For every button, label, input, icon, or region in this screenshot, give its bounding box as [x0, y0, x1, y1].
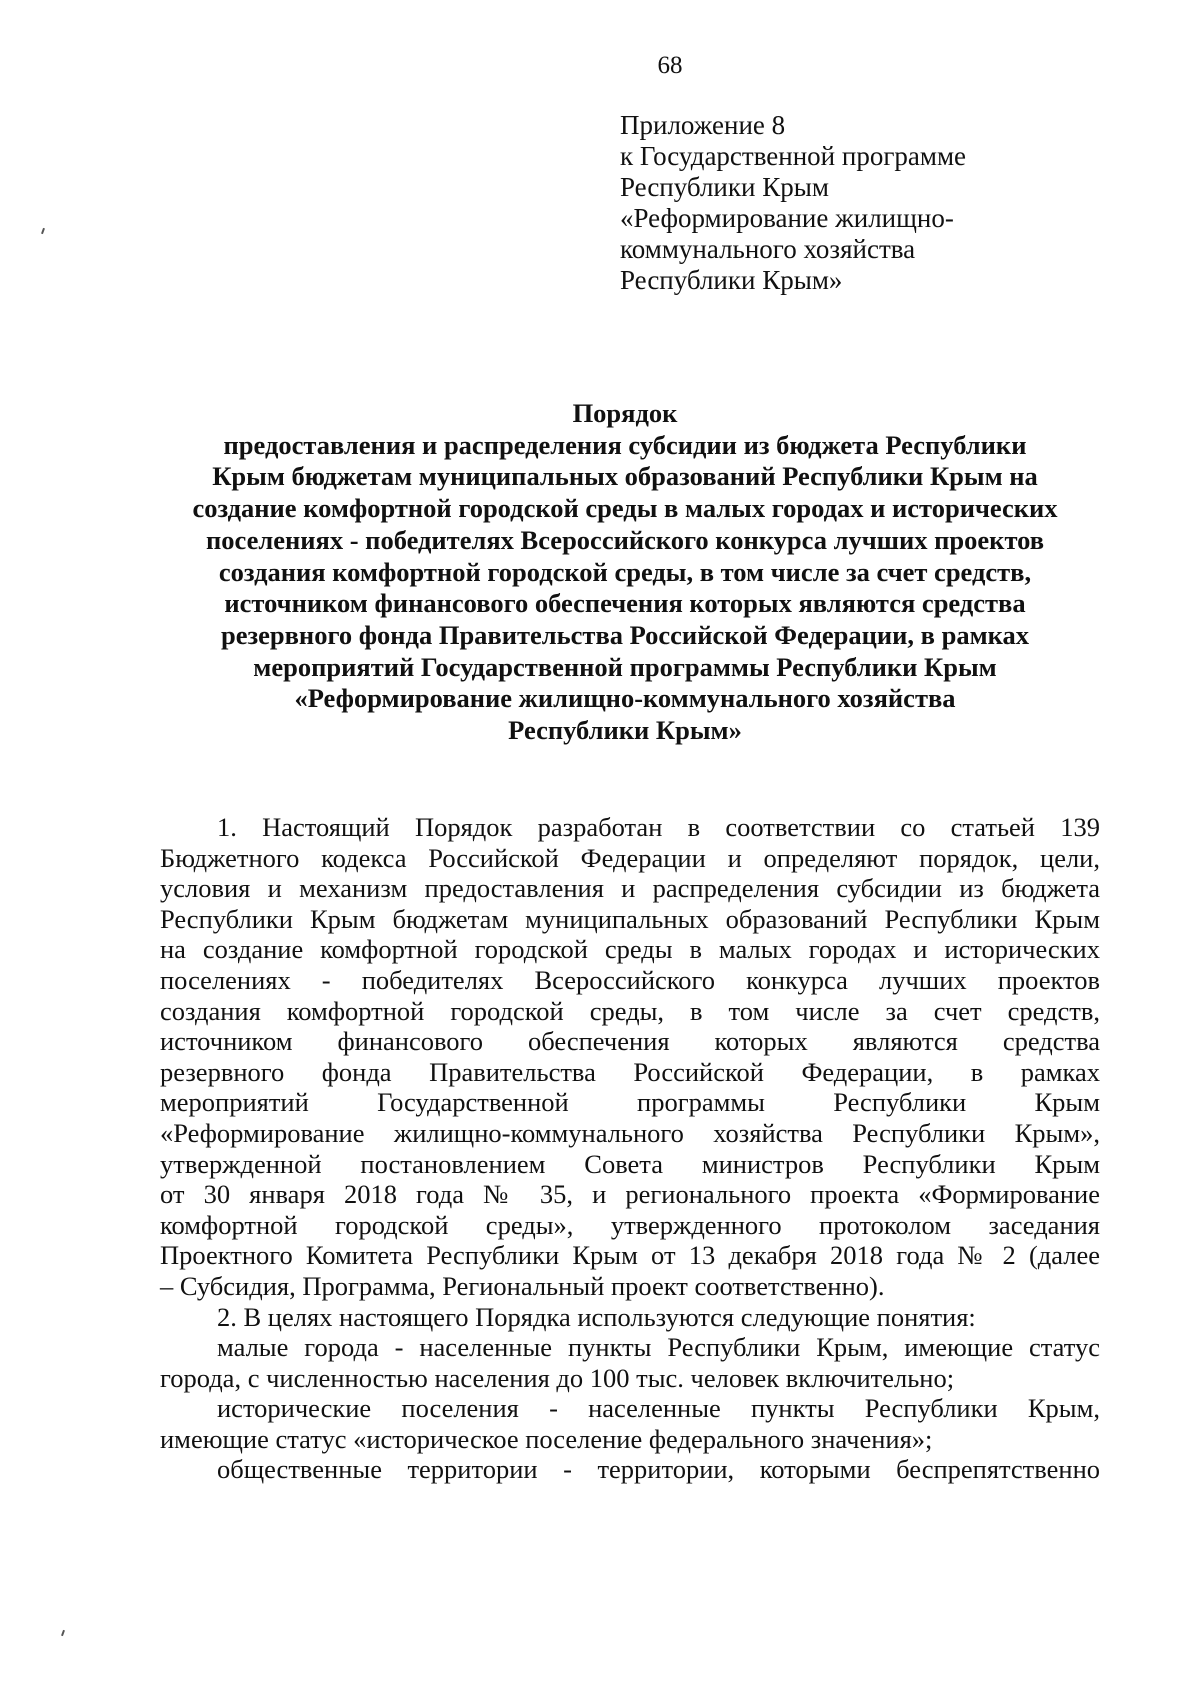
body-line: резервного фонда Правительства Российской Федерации, в рамках [160, 1056, 1100, 1087]
title-line: создания комфортной городской среды, в том числе за счет средств, [218, 556, 1032, 587]
title-line: поселениях - победителях Всероссийского конкурса лучших проектов [205, 524, 1045, 555]
body-line: от 30 января 2018 года № 35, и регионального проекта «Формирование [160, 1179, 1100, 1210]
body-line: Республики Крым бюджетам муниципальных образований Республики Крым [160, 903, 1100, 934]
body-line: имеющие статус «историческое поселение федерального значения»; [160, 1423, 933, 1454]
title-line: Республики Крым» [508, 715, 742, 746]
title-line: Порядок [572, 398, 678, 428]
appendix-line: Республики Крым [620, 172, 829, 202]
body-line: – Субсидия, Программа, Региональный проект соответственно). [160, 1270, 885, 1301]
appendix-line: к Государственной программе [620, 141, 967, 171]
body-line: создания комфортной городской среды, в том числе за счет средств, [160, 995, 1100, 1026]
appendix-line: Республики Крым» [620, 265, 843, 295]
body-line: условия и механизм предоставления и распределения субсидии из бюджета [160, 873, 1100, 904]
body-line: общественные территории - территории, которыми беспрепятственно [217, 1454, 1100, 1485]
body-line: 2. В целях настоящего Порядка используются следующие понятия: [217, 1301, 976, 1332]
scan-speck [41, 228, 45, 234]
body-line: утвержденной постановлением Совета министров Республики Крым [160, 1148, 1100, 1179]
body-line: комфортной городской среды», утвержденного протоколом заседания [160, 1209, 1100, 1240]
body-line: города, с численностью населения до 100 тыс. человек включительно; [160, 1362, 955, 1393]
appendix-note [620, 110, 1140, 296]
title-line: создание комфортной городской среды в малых городах и исторических [192, 493, 1058, 524]
body-line: Проектного Комитета Республики Крым от 13 декабря 2018 года № 2 (далее [160, 1240, 1100, 1271]
body-line: мероприятий Государственной программы Республики Крым [160, 1087, 1100, 1118]
title-line: «Реформирование жилищно-коммунального хозяйства [294, 683, 956, 714]
title-line: мероприятий Государственной программы Республики Крым [253, 651, 997, 682]
title-line: предоставления и распределения субсидии из бюджета Республики [223, 429, 1027, 460]
appendix-line: Приложение 8 [620, 110, 786, 140]
appendix-line: коммунального хозяйства [620, 234, 916, 264]
body-line: на создание комфортной городской среды в малых городах и исторических [160, 934, 1100, 965]
body-line: источником финансового обеспечения которых являются средства [160, 1026, 1100, 1057]
body-line: Бюджетного кодекса Российской Федерации и определяют порядок, цели, [160, 842, 1100, 873]
document-title [150, 398, 1100, 747]
title-line: источником финансового обеспечения которых являются средства [224, 588, 1026, 619]
body-line: поселениях - победителях Всероссийского конкурса лучших проектов [160, 964, 1100, 995]
title-line: Крым бюджетам муниципальных образований Республики Крым на [212, 461, 1038, 492]
scan-speck [61, 1630, 65, 1636]
body-line: «Реформирование жилищно-коммунального хозяйства Республики Крым», [160, 1117, 1100, 1148]
body-line: исторические поселения - населенные пункты Республики Крым, [217, 1393, 1100, 1424]
appendix-line: «Реформирование жилищно- [620, 203, 954, 233]
title-line: резервного фонда Правительства Российской Федерации, в рамках [220, 619, 1030, 650]
body-line: 1. Настоящий Порядок разработан в соответствии со статьей 139 [217, 812, 1100, 842]
body-line: малые города - населенные пункты Республики Крым, имеющие статус [217, 1332, 1100, 1363]
document-body [160, 812, 1100, 1485]
page-number: 68 [657, 52, 683, 79]
